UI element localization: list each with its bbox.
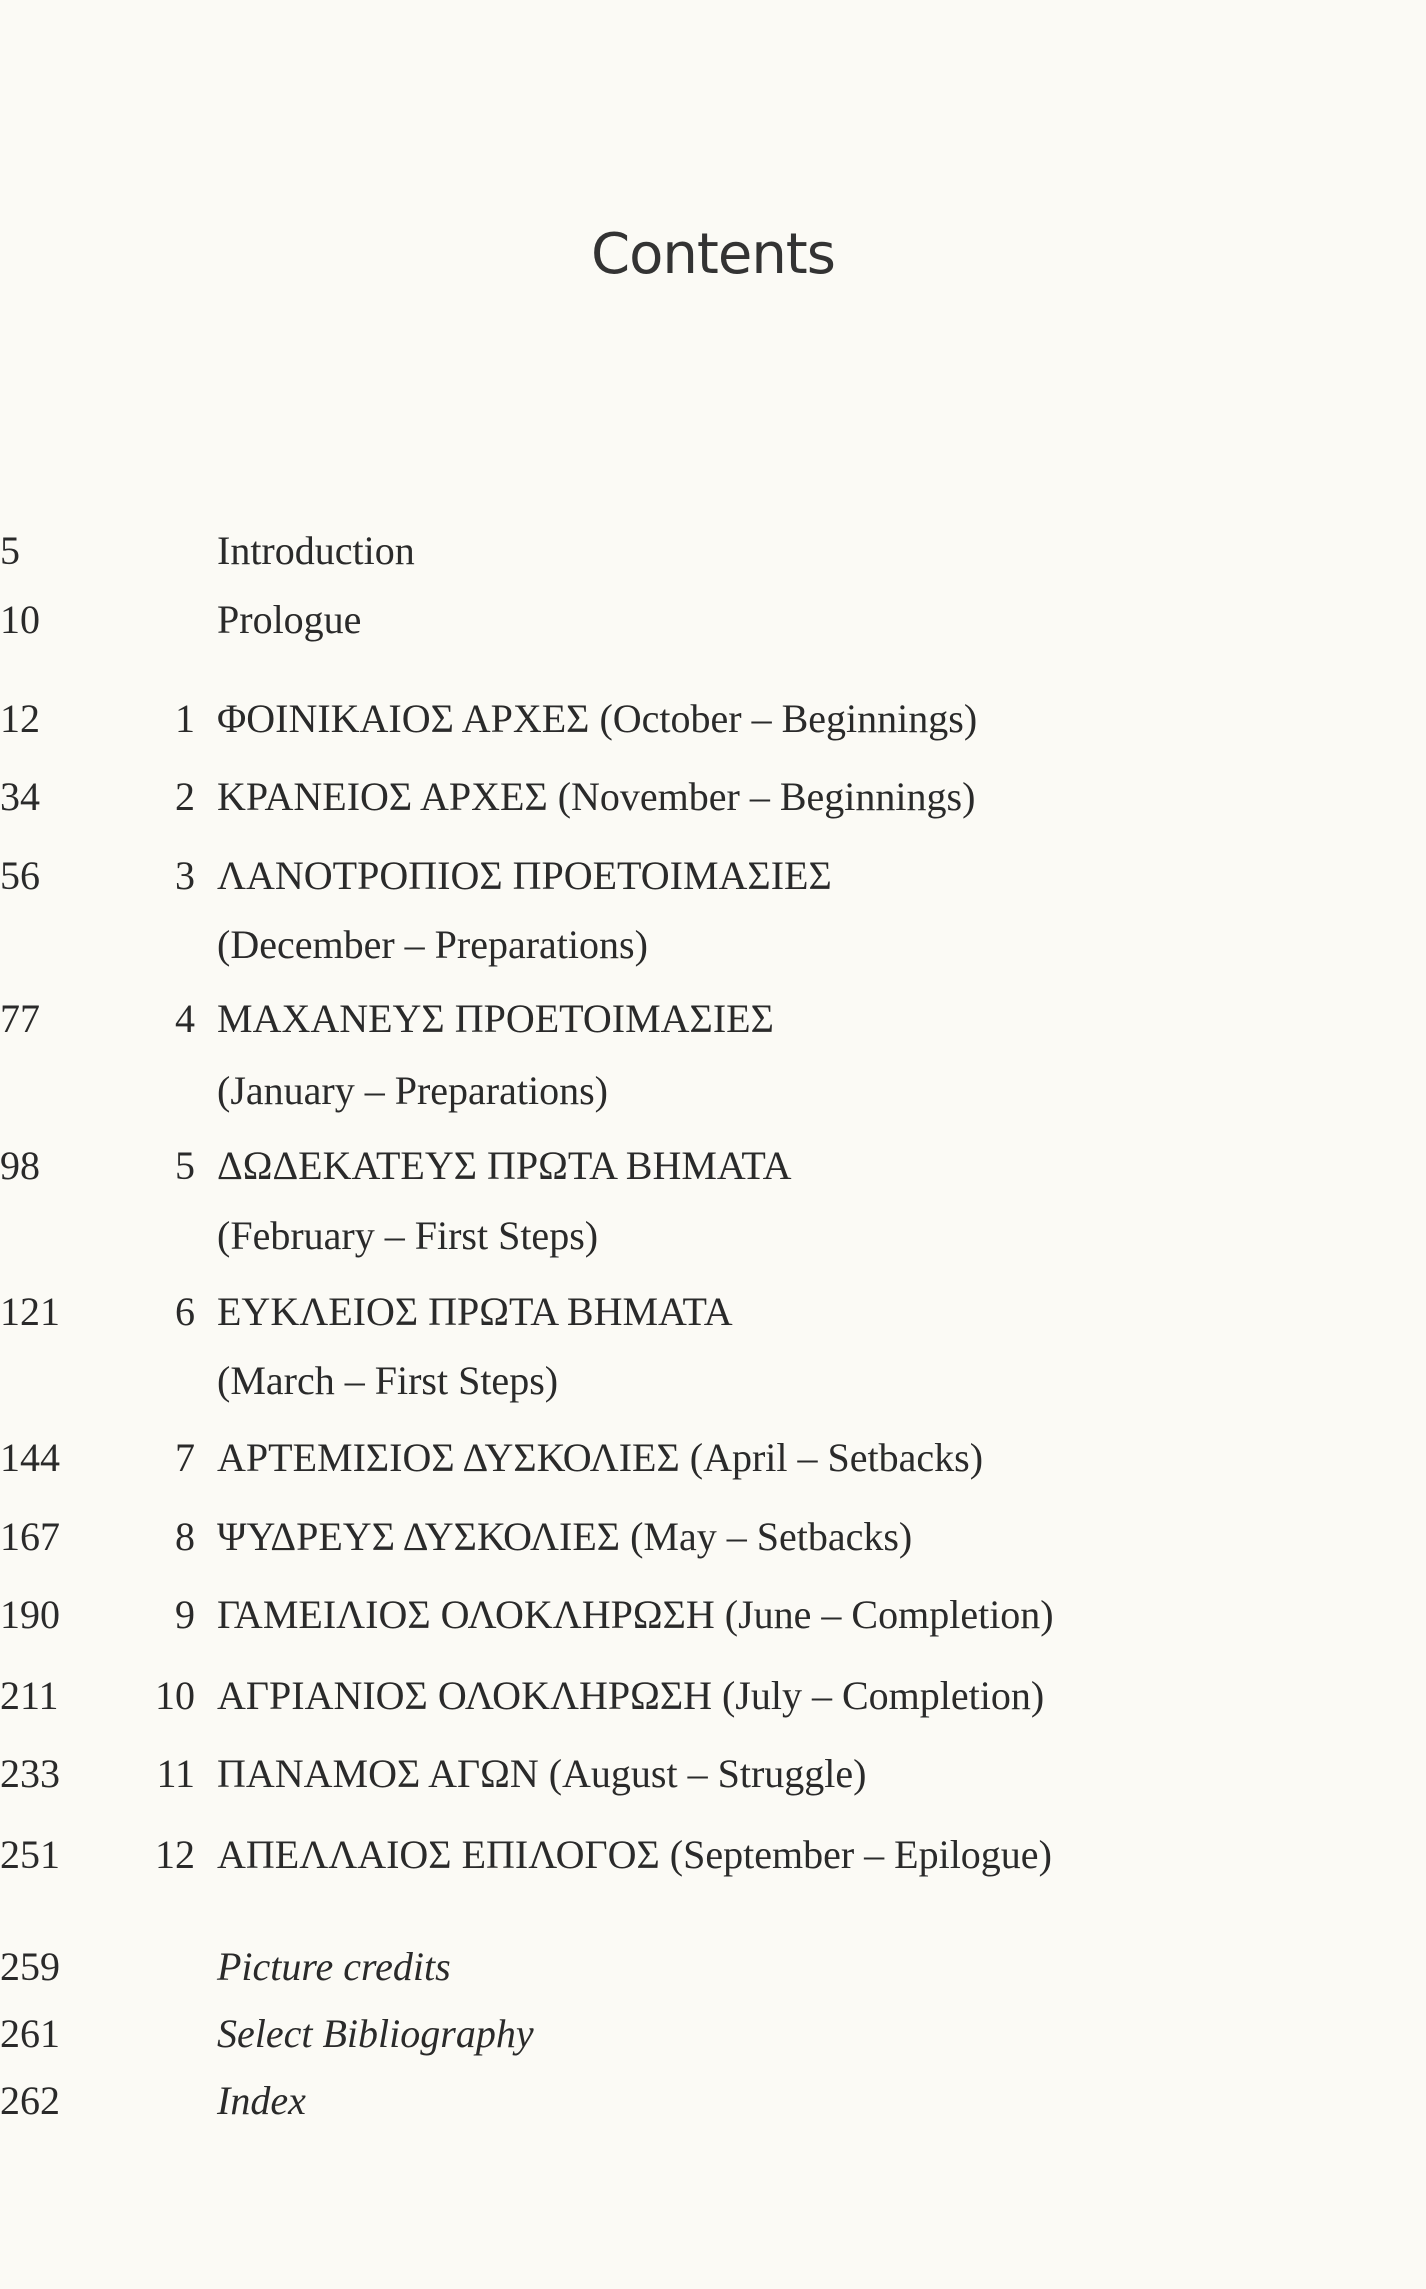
toc-entry: [0, 1749, 1426, 1799]
toc-entry: [0, 994, 1426, 1044]
page-number: 190: [0, 1592, 60, 1637]
toc-entry: [0, 1433, 1426, 1483]
page-number: 259: [0, 1944, 60, 1989]
chapter-number: 10: [155, 1673, 195, 1718]
chapter-number: 9: [175, 1592, 195, 1637]
toc-entry: [0, 1211, 1426, 1261]
entry-title: ΛΑΝΟΤΡΟΠΙΟΣ ΠΡΟΕΤΟΙΜΑΣΙΕΣ: [217, 853, 832, 898]
entry-title: ΨΥΔΡΕΥΣ ΔΥΣΚΟΛΙΕΣ (May – Setbacks): [217, 1514, 913, 1559]
toc-entry: [0, 2009, 1426, 2059]
entry-title: (February – First Steps): [217, 1213, 599, 1258]
page-number: 167: [0, 1514, 60, 1559]
toc-entry: [0, 1287, 1426, 1337]
page-number: 10: [0, 597, 40, 642]
entry-title: ΜΑΧΑΝΕΥΣ ΠΡΟΕΤΟΙΜΑΣΙΕΣ: [217, 996, 774, 1041]
toc-entry: [0, 1356, 1426, 1406]
chapter-number: 7: [175, 1435, 195, 1480]
page-number: 261: [0, 2011, 60, 2056]
chapter-number: 4: [175, 996, 195, 1041]
page-number: 5: [0, 528, 20, 573]
chapter-number: 5: [175, 1143, 195, 1188]
toc-entry: [0, 1590, 1426, 1640]
page-title: Contents: [591, 222, 835, 287]
chapter-number: 6: [175, 1289, 195, 1334]
entry-title: ΑΓΡΙΑΝΙΟΣ ΟΛΟΚΛΗΡΩΣΗ (July – Completion): [217, 1673, 1045, 1718]
entry-title: ΕΥΚΛΕΙΟΣ ΠΡΩΤΑ ΒΗΜΑΤΑ: [217, 1289, 733, 1334]
chapter-number: 12: [155, 1832, 195, 1877]
toc-entry: [0, 1671, 1426, 1721]
toc-entry: [0, 2076, 1426, 2126]
page-number: 251: [0, 1832, 60, 1877]
chapter-number: 8: [175, 1514, 195, 1559]
page-number: 56: [0, 853, 40, 898]
entry-title: Prologue: [217, 597, 362, 642]
entry-title: (March – First Steps): [217, 1358, 559, 1403]
page-number: 12: [0, 696, 40, 741]
entry-title: (December – Preparations): [217, 922, 648, 967]
entry-title: Introduction: [217, 528, 415, 573]
page-number: 34: [0, 774, 40, 819]
entry-title: (January – Preparations): [217, 1068, 608, 1113]
toc-entry: [0, 1141, 1426, 1191]
entry-title: Picture credits: [217, 1944, 451, 1989]
page-number: 77: [0, 996, 40, 1041]
entry-title: ΑΠΕΛΛΑΙΟΣ ΕΠΙΛΟΓΟΣ (September – Epilogue): [217, 1832, 1052, 1877]
toc-entry: [0, 1512, 1426, 1562]
entry-title: Select Bibliography: [217, 2011, 534, 2056]
entry-title: ΦΟΙΝΙΚΑΙΟΣ ΑΡΧΕΣ (October – Beginnings): [217, 696, 978, 741]
toc-entry: [0, 526, 1426, 576]
chapter-number: 3: [175, 853, 195, 898]
entry-title: ΠΑΝΑΜΟΣ ΑΓΩΝ (August – Struggle): [217, 1751, 867, 1796]
toc-entry: [0, 851, 1426, 901]
chapter-number: 11: [156, 1751, 195, 1796]
toc-entry: [0, 1942, 1426, 1992]
entry-title: ΔΩΔΕΚΑΤΕΥΣ ΠΡΩΤΑ ΒΗΜΑΤΑ: [217, 1143, 792, 1188]
chapter-number: 2: [175, 774, 195, 819]
page-number: 144: [0, 1435, 60, 1480]
chapter-number: 1: [175, 696, 195, 741]
toc-entry: [0, 920, 1426, 970]
entry-title: ΚΡΑΝΕΙΟΣ ΑΡΧΕΣ (November – Beginnings): [217, 774, 976, 819]
page-number: 233: [0, 1751, 60, 1796]
page-number: 211: [0, 1673, 59, 1718]
entry-title: Index: [217, 2078, 306, 2123]
entry-title: ΓΑΜΕΙΛΙΟΣ ΟΛΟΚΛΗΡΩΣΗ (June – Completion): [217, 1592, 1054, 1637]
toc-entry: [0, 1830, 1426, 1880]
toc-entry: [0, 1066, 1426, 1116]
toc-entry: [0, 595, 1426, 645]
page-number: 98: [0, 1143, 40, 1188]
page-number: 262: [0, 2078, 60, 2123]
entry-title: ΑΡΤΕΜΙΣΙΟΣ ΔΥΣΚΟΛΙΕΣ (April – Setbacks): [217, 1435, 984, 1480]
toc-entry: [0, 694, 1426, 744]
page-number: 121: [0, 1289, 60, 1334]
toc-entry: [0, 772, 1426, 822]
